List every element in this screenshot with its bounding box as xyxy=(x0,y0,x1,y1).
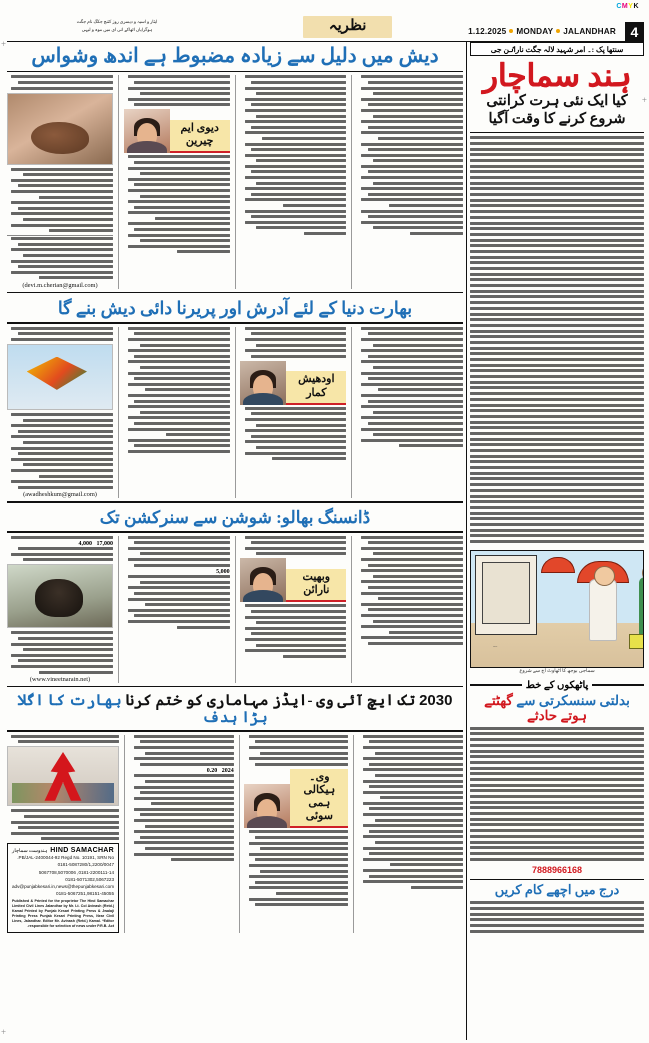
article-2-email: (awadheshkum@gmail.com) xyxy=(23,491,97,499)
article-1-email: (devi.m.cherian@gmail.com) xyxy=(22,282,98,290)
article-3-col-1 xyxy=(7,536,113,684)
editorial-zone xyxy=(7,42,463,1040)
masthead-rule xyxy=(470,132,644,133)
masthead-subhead: کیا ایک نئی ہرت کرانتی شروع کرنے کا وقت آگیا xyxy=(486,92,628,128)
bullet-dot-icon xyxy=(509,29,513,33)
cartoon-bucket-icon xyxy=(629,634,644,649)
article-1-col-2 xyxy=(124,75,230,289)
rule-3 xyxy=(7,531,463,532)
imprint-title: HIND SAMACHAR xyxy=(50,847,115,855)
article-3-col-4 xyxy=(357,536,463,684)
article-2-author: اودھیش کمار xyxy=(286,371,346,404)
cartoon-figure-2 xyxy=(589,579,617,641)
letters-contact-phone: 7888966168 xyxy=(531,865,583,876)
cartoon-figure-1 xyxy=(639,577,644,641)
article-2-col-3 xyxy=(240,327,346,499)
city-text: JALANDHAR xyxy=(563,26,616,36)
imprint-legal: Published & Printed for the proprietor The Hind Samachar Limited Civil Lines Jalandhar by Mr. Lt. Col Avinash (Retd.) Kamal Printed by Punjab Kesari Printing Press & Jwalaji Printing Press Punjab Kesari Printing Press, Near Civil Lines, Jalandhar. Editor Mr. Avinash (Retd.) Kamal. *Editor responsible for selection of news under P.R.B. Act. xyxy=(12,898,115,929)
imprint-phone-2: 0181-2200111-14, 5067708,5070006 xyxy=(38,869,115,875)
article-4-stat-pct: 0.20 xyxy=(206,768,218,775)
rule xyxy=(7,71,463,72)
couplet-line-2: ہوگرایاں اٹھاکے انی ای میں موہ و لبہی xyxy=(81,27,153,33)
article-3 xyxy=(7,506,463,684)
article-2-author-photo xyxy=(240,361,286,405)
imprint-urdu-title: ہندوست سماچار xyxy=(12,848,48,854)
article-3-col-3 xyxy=(240,536,346,684)
cartoon-building xyxy=(475,555,537,635)
article-4-col-1 xyxy=(7,735,119,933)
article-4-photo-ribbon xyxy=(7,746,119,806)
crop-mark-bottom-left: + xyxy=(1,1027,7,1037)
article-4 xyxy=(7,690,463,933)
header-couplet xyxy=(7,16,227,35)
article-1-col-1 xyxy=(7,75,113,289)
letters-section-header xyxy=(470,680,644,691)
article-4-author: وی۔ ہیکالی ہمی سوئی xyxy=(290,769,348,829)
article-divider-1 xyxy=(7,292,463,293)
article-2-photo-kite xyxy=(7,344,113,410)
article-divider-2 xyxy=(7,501,463,502)
article-2-headline: بھارت دنیا کے لئے آدرش اور پریرنا دائی دیش بنے گا xyxy=(57,298,413,319)
article-4-col-4 xyxy=(359,735,463,933)
article-2-col-4 xyxy=(357,327,463,499)
article-4-stat-year: 2024 xyxy=(221,768,234,775)
article-2-byline xyxy=(240,361,346,405)
article-3-photo-bear xyxy=(7,564,113,628)
rule-4 xyxy=(7,730,463,731)
article-3-author-photo xyxy=(240,558,286,602)
imprint-rni: PB/JAL-2400044-92 Regd No. 10191, SRN No. xyxy=(17,855,115,861)
article-2-col-2 xyxy=(124,327,230,499)
article-2-col-1 xyxy=(7,327,113,499)
day-text: MONDAY xyxy=(516,26,554,36)
page-header xyxy=(7,16,644,42)
bullet-dot-icon-2 xyxy=(556,29,560,33)
article-4-col-3 xyxy=(244,735,348,933)
article-3-stat-3: 5,000 xyxy=(216,569,230,576)
column-separator xyxy=(466,42,467,1040)
bottom-section-title: درج میں اچھے کام کریں xyxy=(470,879,644,901)
founder-kicker: سنتھا پک :۔ امر شہید لالہ جگت ناراٸن جی xyxy=(470,42,644,56)
date-text: 1.12.2025 xyxy=(468,26,507,36)
article-1-byline xyxy=(124,109,230,153)
article-3-byline xyxy=(240,558,346,602)
imprint-phone-1: 0181-5087280/1,2200/0047 xyxy=(57,862,115,868)
article-4-byline xyxy=(244,769,348,829)
masthead-sidebar xyxy=(470,42,644,1040)
article-1 xyxy=(7,42,463,289)
editorial-cartoon xyxy=(470,550,644,668)
article-4-headline xyxy=(7,690,463,730)
bottom-section-text xyxy=(470,901,644,935)
article-4-headline-rest: تک ایچ آئی وی -ایڈز مہاماری کو ختم کرنا xyxy=(125,693,416,710)
dateline xyxy=(468,16,644,41)
article-4-headline-blue: بھارت کا اگلا بڑا ہدف xyxy=(17,693,268,726)
imprint-email: adv@punjabkesari.in,news@thepunjabkesari.com xyxy=(12,883,115,889)
cartoon-caption: سماجی بوجھ کا اٹھاوٹ آج سے شروع xyxy=(519,668,595,674)
cartoon-signature: ~~ xyxy=(493,643,498,649)
article-4-headline-number: 2030 xyxy=(419,692,453,710)
article-1-col-4 xyxy=(357,75,463,289)
page-title: نظریہ xyxy=(303,16,393,38)
article-1-author: دیوی ایم چیرین xyxy=(170,120,230,153)
article-4-col-2 xyxy=(130,735,234,933)
letters-section-title: پاٹھکوں کے خط xyxy=(525,679,589,691)
article-1-author-photo xyxy=(124,109,170,153)
crop-mark-top-left: + xyxy=(1,39,7,49)
cmyk-color-bar: CMYK xyxy=(616,3,639,10)
article-1-headline: دیش میں دلیل سے زیادہ مضبوط ہے اندھ وشواس xyxy=(31,45,439,67)
crop-mark-top-right: + xyxy=(641,95,647,105)
letter-headline-part-1: بدلتی سنسکرتی سے xyxy=(516,692,630,708)
rule-2 xyxy=(7,322,463,323)
imprint-phone-4: 0181-5067251,98151-45055 xyxy=(56,890,115,896)
imprint-box xyxy=(7,843,119,933)
article-3-stat-2: 4,000 xyxy=(78,541,92,548)
masthead-logo: ہند سماچار xyxy=(482,58,632,93)
letter-body-text xyxy=(470,727,644,864)
letter-headline-part-2: گھٹتے ہوتے حادثے xyxy=(484,692,588,724)
letter-headline xyxy=(470,691,644,727)
article-3-url: (www.vineetnarain.net) xyxy=(29,676,91,684)
article-1-col-3 xyxy=(240,75,346,289)
article-3-stat-1: 17,000 xyxy=(96,541,113,548)
cartoon-umbrella-icon-2 xyxy=(541,557,575,573)
article-4-author-photo xyxy=(244,784,290,828)
article-divider-3 xyxy=(7,686,463,687)
article-2 xyxy=(7,296,463,498)
lead-editorial-text xyxy=(470,136,644,546)
article-3-author: وبھیت نارائن xyxy=(286,569,346,602)
page-number-badge: 4 xyxy=(625,22,644,41)
article-3-headline: ڈانسنگ بھالو: شوشن سے سنرکشن تک xyxy=(99,507,371,527)
article-3-col-2 xyxy=(124,536,230,684)
imprint-phone-3: 0181-5071302,5067223 xyxy=(65,876,115,882)
article-1-photo-hands xyxy=(7,93,113,165)
couplet-line-1: ایثار و اسیہ و دیسری روز کتنج جکگ نام جگت xyxy=(76,19,158,24)
